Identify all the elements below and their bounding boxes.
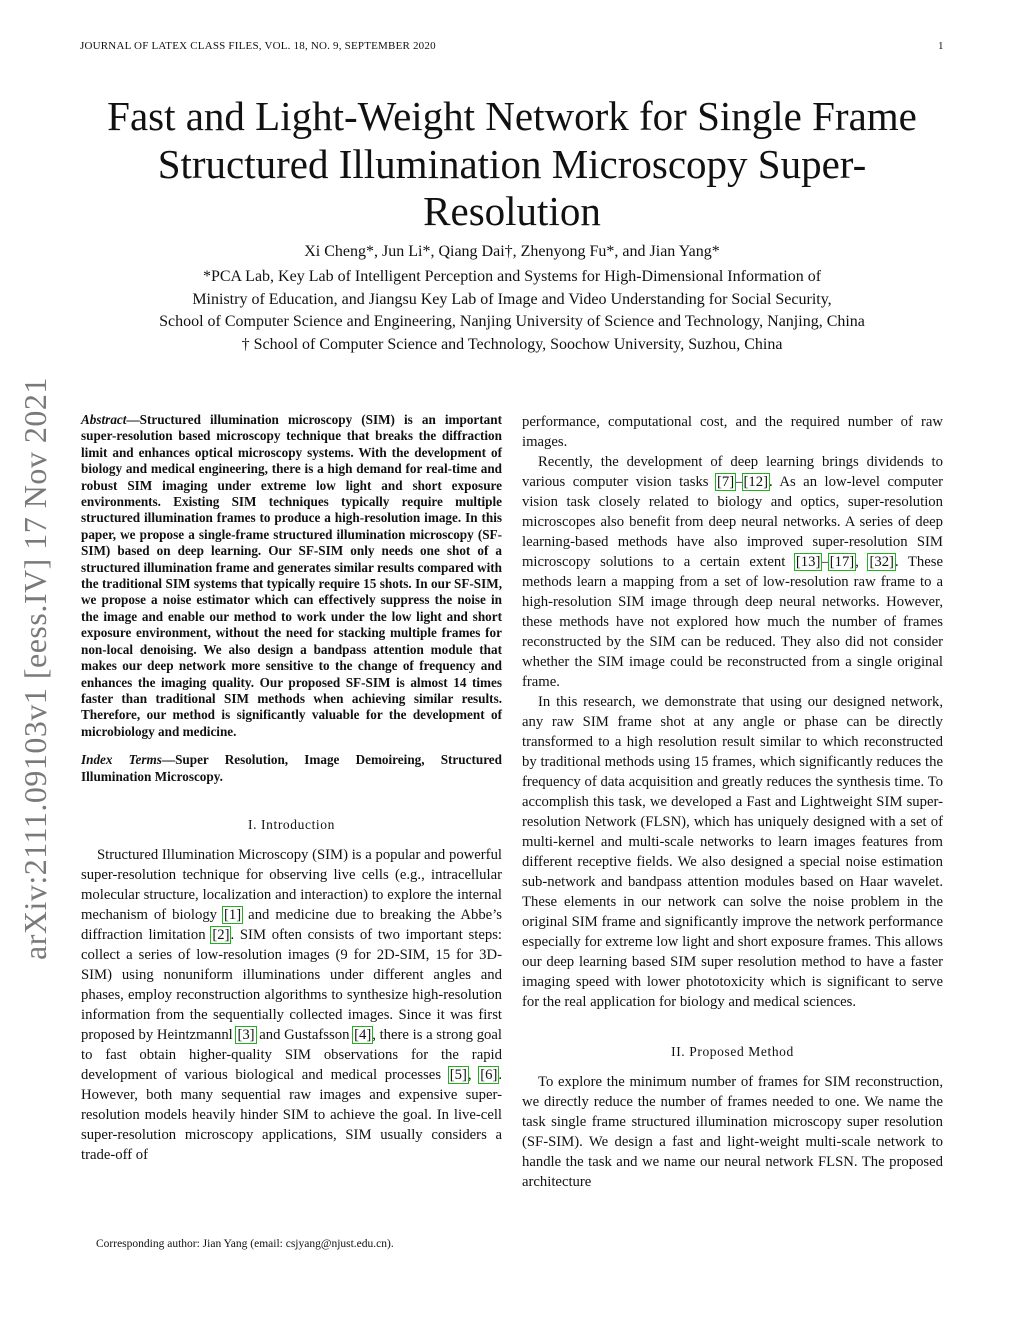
citation-link[interactable]: [13] bbox=[795, 554, 821, 570]
deep-learning-paragraph: Recently, the development of deep learning brings dividends to various computer vision tasks [7]–[12]. As an low-level computer vision task closely related to biology and optics, super-resolution microscopes also benefit from deep neural networks. A series of deep learning-based methods have also improved super-resolution SIM microscopy solutions to a certain extent [13]–[17], [32]. These methods learn a mapping from a set of low-resolution raw frame to a high-resolution SIM image through deep neural networks. However, these methods have not explored how much the number of frames reconstructed by the SIM can be reduced. They also did not consider whether the SIM image could be reconstructed from a single original frame. bbox=[522, 454, 943, 690]
paper-title: Fast and Light-Weight Network for Single Frame Structured Illumination Microscopy Super-Resolution bbox=[107, 93, 917, 234]
intro-paragraph: Structured Illumination Microscopy (SIM) is a popular and powerful super-resolution technique for observing live cells (e.g., intracellular molecular structure, localization and interaction) to explore the internal mechanism of biology [1] and medicine due to breaking the Abbe’s diffraction limitation [2]. SIM often consists of two important steps: collect a series of low-resolution images (9 for 2D-SIM, 15 for 3D-SIM) using nonuniform illuminations under different angles and phases, employ reconstruction algorithms to synthesize high-resolution information from the sequentially collected images. Since it was first proposed by Heintzmannl [3] and Gustafsson [4], there is a strong goal to fast obtain higher-quality SIM observations for the rapid development of various biological and medical processes [5], [6]. However, both many sequential raw images and expensive super-resolution models heavily hinder SIM to achieve the goal. In live-cell super-resolution microscopy applications, SIM usually considers a trade-off of bbox=[81, 846, 503, 1163]
left-column bbox=[81, 412, 502, 1165]
section-heading-introduction: I. Introduction bbox=[248, 816, 335, 832]
author-list: Xi Cheng*, Jun Li*, Qiang Dai†, Zhenyong Fu*, and Jian Yang* bbox=[304, 243, 720, 260]
citation-link[interactable]: [3] bbox=[237, 1026, 255, 1043]
method-paragraph: To explore the minimum number of frames for SIM reconstruction, we directly reduce the number of frames needed to one. We name the task single frame structured illumination microscopy super resolution (SF-SIM). We design a fast and light-weight multi-scale network to handle the task and we name our neural network FLSN. The proposed architecture bbox=[522, 1074, 943, 1190]
continued-paragraph: performance, computational cost, and the required number of raw images. bbox=[522, 414, 943, 450]
citation-link[interactable]: [4] bbox=[354, 1026, 372, 1043]
affiliation-line: *PCA Lab, Key Lab of Intelligent Perception and Systems for High-Dimensional Information of bbox=[202, 268, 822, 285]
right-column bbox=[522, 412, 943, 1192]
abstract-text: —Structured illumination microscopy (SIM) is an important super-resolution based microscopy technique that breaks the diffraction limit and enhances optical microscopy systems. With the development of biology and medical engineering, there is a high demand for real-time and robust SIM imaging under extreme low light and short exposure environments. Existing SIM techniques typically require multiple structured illumination frames to produce a high-resolution image. In this paper, we propose a single-frame structured illumination microscopy (SF-SIM) based on deep learning. Our SF-SIM only needs one shot of a structured illumination frame and generates similar results compared with the traditional SIM systems that typically require 15 shots. In our SF-SIM, we propose a noise estimator which can effectively suppress the noise in the image and enable our method to work under the low light and short exposure environment, without the need for stacking multiple frames for non-local denoising. We also design a bandpass attention module that makes our deep network more sensitive to the change of frequency and enhances the imaging quality. Our proposed SF-SIM is almost 14 times faster than traditional SIM methods when achieving similar results. Therefore, our method is significantly valuable for the development of microbiology and medicine. bbox=[81, 412, 502, 739]
citation-link[interactable]: [7] bbox=[717, 474, 735, 490]
citation-link[interactable]: [17] bbox=[829, 554, 855, 570]
abstract bbox=[81, 412, 502, 740]
citation-link[interactable]: [1] bbox=[224, 906, 242, 923]
citation-link[interactable]: [12] bbox=[743, 474, 768, 490]
corresponding-author-footnote: Corresponding author: Jian Yang (email: csjyang@njust.edu.cn). bbox=[96, 1238, 394, 1250]
affiliation-line: Ministry of Education, and Jiangsu Key Lab of Image and Video Understanding for Social Security, bbox=[192, 290, 832, 308]
affiliation-line: † School of Computer Science and Technology, Soochow University, Suzhou, China bbox=[241, 335, 783, 353]
index-terms-lead: Index Terms bbox=[81, 752, 162, 768]
citation-link[interactable]: [32] bbox=[869, 554, 894, 570]
running-header: JOURNAL OF LATEX CLASS FILES, VOL. 18, NO. 9, SEPTEMBER 2020 bbox=[80, 40, 436, 52]
abstract-lead: Abstract bbox=[81, 412, 127, 427]
citation-link[interactable]: [6] bbox=[480, 1066, 498, 1083]
section-heading-proposed-method: II. Proposed Method bbox=[671, 1044, 794, 1059]
arxiv-side-stamp: arXiv:2111.09103v1 [eess.IV] 17 Nov 2021 bbox=[17, 377, 53, 960]
affiliations bbox=[60, 266, 964, 356]
affiliation-line: School of Computer Science and Engineering, Nanjing University of Science and Technology, Nanjing, China bbox=[159, 313, 865, 331]
index-terms bbox=[81, 752, 502, 785]
citation-link[interactable]: [2] bbox=[212, 926, 230, 943]
research-paragraph: In this research, we demonstrate that using our designed network, any raw SIM frame shot at any angle or phase can be directly transformed to a high resolution result similar to which reconstructed by traditional methods using 15 frames, which significantly reduces the frequency of data acquisition and greatly reduces the synthesis time. To accomplish this task, we developed a Fast and Lightweight SIM super-resolution Network (FLSN), which has uniquely designed with a set of multi-kernel and multi-scale networks to learn images features from different receptive fields. We also designed a special noise estimation sub-network and bandpass attention modules based on Haar wavelet. These elements in our network can solve the noise problem in the original SIM frame and significantly improve the network performance especially for extreme low light and short exposure frames. This allows our deep learning based SIM super resolution method to have a faster imaging speed with lower phototoxicity which is significant to serve for the real application for biology and medical sciences. bbox=[522, 694, 943, 1010]
index-terms-text: —Super Resolution, Image Demoireing, Structured Illumination Microscopy. bbox=[81, 752, 502, 784]
citation-link[interactable]: [5] bbox=[449, 1066, 467, 1083]
page-number: 1 bbox=[938, 40, 944, 52]
